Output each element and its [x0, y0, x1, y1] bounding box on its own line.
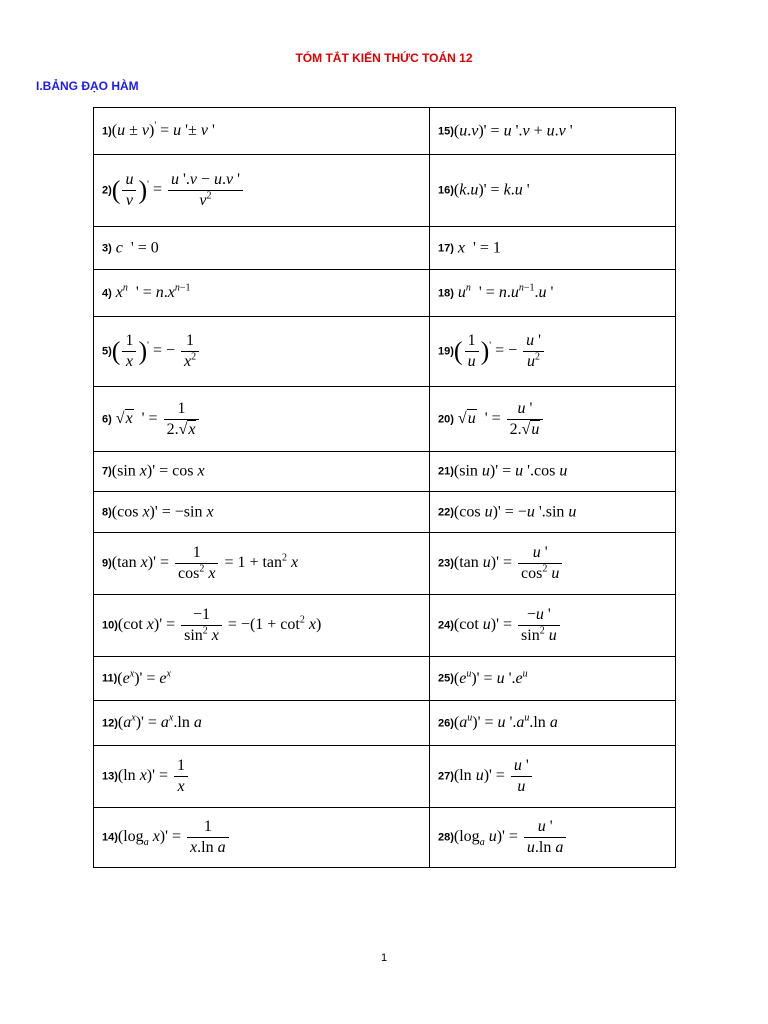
table-row: [94, 155, 676, 227]
formula-cell: 4) $x^n$ ' = $n.x^{n-1}$: [94, 270, 430, 317]
formula-cell: 1)(u ± v)' = u '± v ': [94, 108, 430, 155]
table-row: [94, 452, 676, 492]
table-row: [94, 387, 676, 452]
table-row: [94, 227, 676, 270]
formula-cell: 27)(ln u)' = $\frac{u '}{u}$: [430, 746, 676, 808]
formula-cell: 24)(cot u)' = $\frac{-u '}{\sin^2 u}$: [430, 595, 676, 657]
formula-cell: 3) c ' = 0: [94, 227, 430, 270]
formula-cell: 20) √u ' = $\frac{u '}{2.√u}$: [430, 387, 676, 452]
formula-cell: $14)(\log_a$ x)' = $\frac{1}{\text{x.ln a}}$: [94, 808, 430, 868]
table-row: [94, 595, 676, 657]
page-title: TÓM TẮT KIẾN THỨC TOÁN 12: [295, 51, 473, 65]
formula-cell: 17) x ' = 1: [430, 227, 676, 270]
table-row: [94, 746, 676, 808]
formula-cell: $12)(a^x)' = a^x.\ln$ a: [94, 701, 430, 746]
formula-cell: 8)(cos x)' = −sin x: [94, 492, 430, 533]
formula-cell: $28)(\log_a$ u)' = $\frac{u '}{\text{u.ln a}}$: [430, 808, 676, 868]
table-row: [94, 533, 676, 595]
formula-cell: 7)(sin x)' = cos x: [94, 452, 430, 492]
formula-cell: 16)(k.u)' = k.u ': [430, 155, 676, 227]
formula-cell: 13)(ln x)' = $\frac{1}{x}$: [94, 746, 430, 808]
table-row: [94, 108, 676, 155]
formula-cell: 2)( $\frac{u}{v}$ )' = $\frac{u '.v - u.v '}{v^2}$: [94, 155, 430, 227]
table-row: [94, 657, 676, 701]
formula-cell: 18) $u^n$ ' = $n.u^{n-1}.u$ ': [430, 270, 676, 317]
formula-cell: 22)(cos u)' = −u '.sin u: [430, 492, 676, 533]
table-row: [94, 808, 676, 868]
formula-cell: 21)(sin u)' = u '.cos u: [430, 452, 676, 492]
table-row: [94, 317, 676, 387]
formula-cell: $11)(e^x)' = e^x$: [94, 657, 430, 701]
formula-cell: 19)( $\frac{1}{u}$ )' = − $\frac{u '}{u^2}$: [430, 317, 676, 387]
table-row: [94, 492, 676, 533]
formula-cell: 10)(cot x)' = $\frac{-1}{\sin^2 x}$ = $-(1 + \cot^2 x)$: [94, 595, 430, 657]
derivative-table: [93, 107, 676, 868]
page-number: 1: [380, 952, 388, 964]
formula-cell: 9)(tan x)' = $\frac{1}{\cos^2 x}$ = $1 + \tan^2 x$: [94, 533, 430, 595]
formula-cell: 23)(tan u)' = $\frac{u '}{\cos^2 u}$: [430, 533, 676, 595]
formula-cell: $25)(e^u)' = u$ '$.e^u$: [430, 657, 676, 701]
formula-cell: $26)(a^u)' = u$ '$.a^u.\ln$ a: [430, 701, 676, 746]
section-heading: I.BẢNG ĐẠO HÀM: [36, 79, 139, 93]
formula-cell: 6) √x ' = $\frac{1}{2.√x}$: [94, 387, 430, 452]
table-row: [94, 270, 676, 317]
table-row: [94, 701, 676, 746]
formula-cell: 5)( $\frac{1}{x}$ )' = − $\frac{1}{x^2}$: [94, 317, 430, 387]
formula-cell: 15)(u.v)' = u '.v + u.v ': [430, 108, 676, 155]
